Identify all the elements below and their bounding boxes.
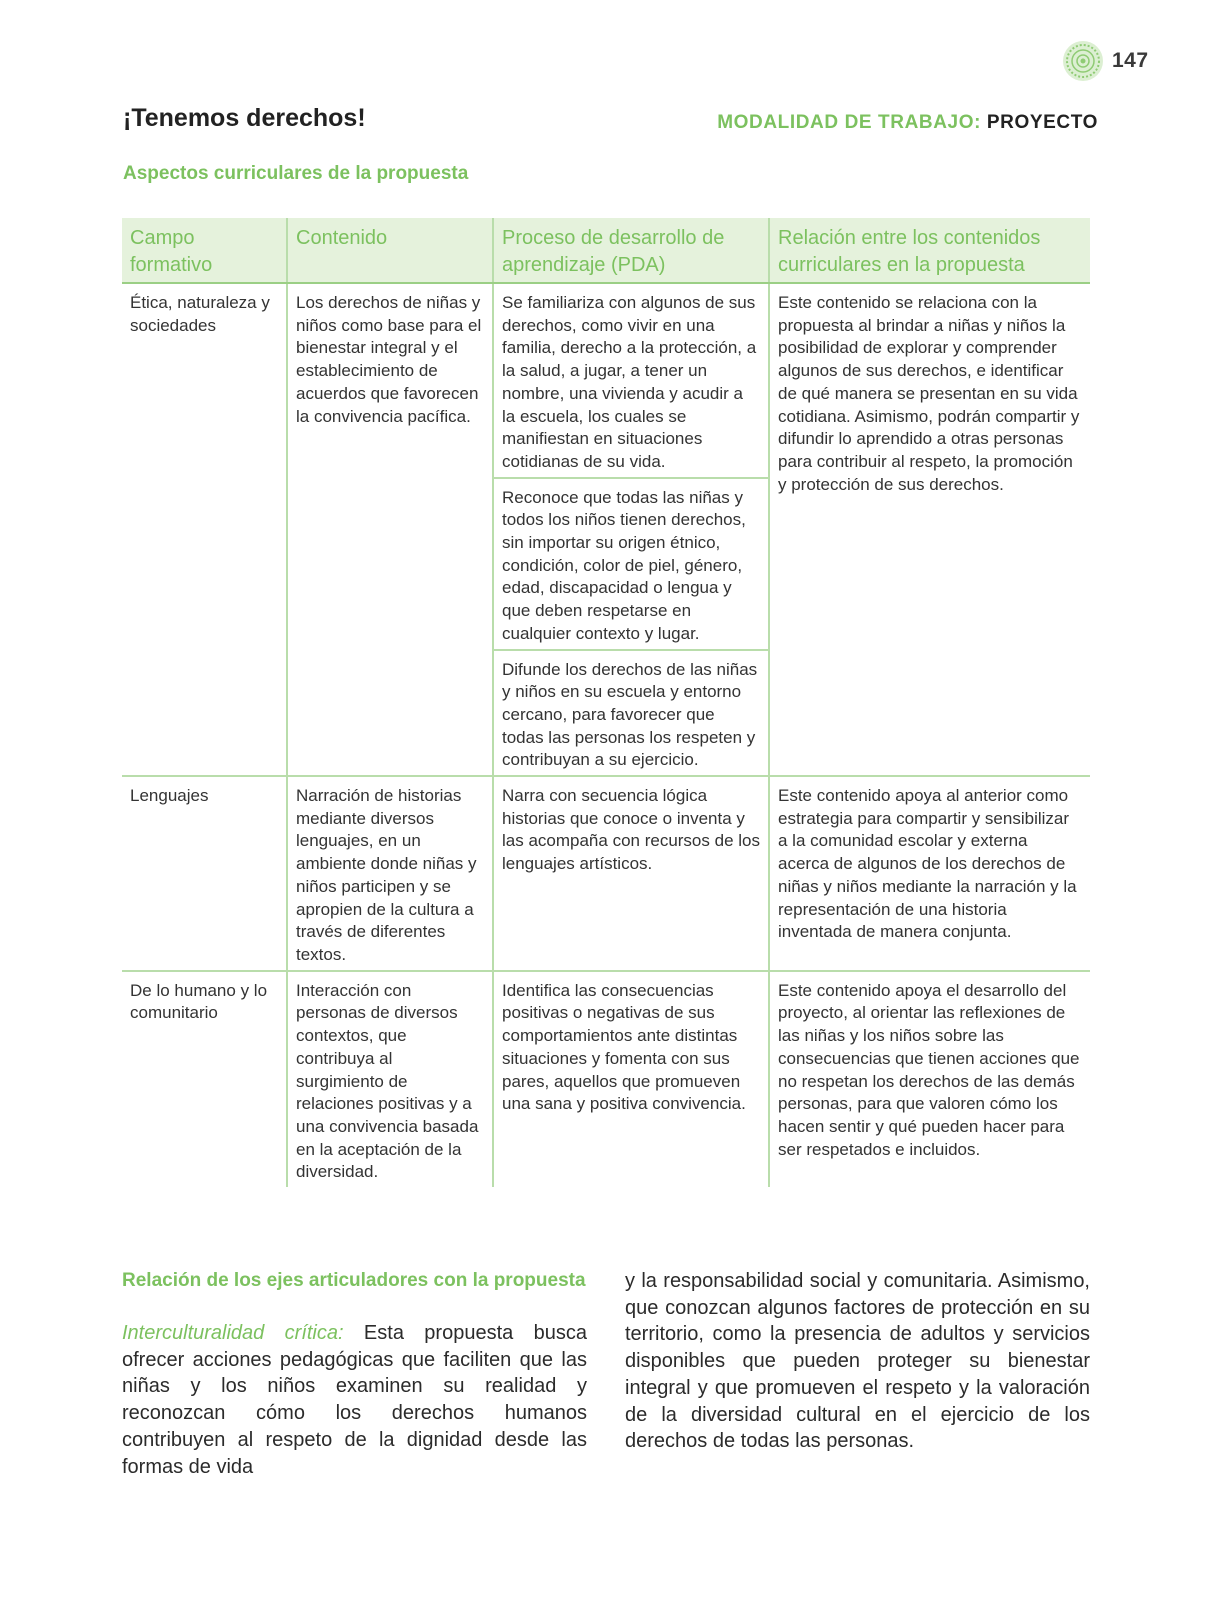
- ejes-column-left: [122, 1268, 587, 1480]
- curricular-table: [122, 218, 1090, 1187]
- page-title: ¡Tenemos derechos!: [123, 104, 366, 132]
- section-subtitle: Aspectos curriculares de la propuesta: [123, 163, 469, 184]
- cell-campo: Lenguajes: [122, 776, 287, 971]
- table-row: [122, 283, 1090, 478]
- cell-pda: Se familiariza con algunos de sus derechos, como vivir en una familia, derecho a la protección, a la salud, a jugar, a tener un nombre, una vivienda y acudir a la escuela, los cuales se manifiestan en situaciones cotidianas de su vida.: [493, 283, 769, 478]
- cell-relacion: Este contenido se relaciona con la propuesta al brindar a niñas y niños la posibilidad de explorar y comprender algunos de sus derechos, e identificar de qué manera se presentan en su vida cotidiana. Asimismo, podrán compartir y difundir lo aprendido a otras personas para contribuir al respeto, la promoción y protección de sus derechos.: [769, 283, 1090, 776]
- header-pda: Proceso de desarrollo de aprendizaje (PDA): [493, 218, 769, 283]
- table-row: [122, 776, 1090, 971]
- ejes-column-right: [625, 1268, 1090, 1480]
- ejes-paragraph: [122, 1320, 587, 1480]
- header-contenido: Contenido: [287, 218, 493, 283]
- cell-campo: Ética, naturaleza y sociedades: [130, 293, 270, 335]
- modality-value: PROYECTO: [986, 112, 1098, 133]
- modality-label: MODALIDAD DE TRABAJO:: [717, 112, 982, 133]
- ejes-section: [122, 1268, 1090, 1480]
- cell-pda: Difunde los derechos de las niñas y niños en su escuela y entorno cercano, para favorecer que todas las personas los respeten y contribuyan a su ejercicio.: [493, 650, 769, 777]
- ejes-intro-italic: Interculturalidad crítica:: [122, 1322, 344, 1344]
- cell-pda: Identifica las consecuencias positivas o negativas de sus comportamientos ante distintas situaciones y fomenta con sus pares, aquellos que promueven una sana y positiva convivencia.: [493, 971, 769, 1187]
- cell-contenido: Narración de historias mediante diversos lenguajes, en un ambiente donde niñas y niños participen y se apropien de la cultura a través de diferentes textos.: [287, 776, 493, 971]
- ejes-title: Relación de los ejes articuladores con la propuesta: [122, 1270, 586, 1291]
- cell-campo: De lo humano y lo comunitario: [122, 971, 287, 1187]
- cell-contenido: Los derechos de niñas y niños como base para el bienestar integral y el establecimiento de acuerdos que favorecen la convivencia pacífica.: [287, 283, 493, 776]
- ejes-text-part1: Esta propuesta busca ofrecer acciones pedagógicas que faciliten que las niñas y los niños examinen su realidad y reconozcan cómo los derechos humanos contribuyen al respeto de la dignidad desde las formas de vida: [122, 1322, 587, 1478]
- table-header-row: [122, 218, 1090, 283]
- sun-medallion-icon: [1062, 40, 1104, 82]
- table-row: [122, 971, 1090, 1187]
- work-modality: [717, 112, 1098, 134]
- cell-relacion: Este contenido apoya el desarrollo del proyecto, al orientar las reflexiones de las niñas y los niños sobre las consecuencias que tienen acciones que no respetan los derechos de las demás personas, para que valoren cómo los hacen sentir y qué pueden hacer para ser respetados e incluidos.: [769, 971, 1090, 1187]
- cell-contenido: Interacción con personas de diversos contextos, que contribuya al surgimiento de relaciones positivas y a una convivencia basada en la aceptación de la diversidad.: [287, 971, 493, 1187]
- cell-pda: Narra con secuencia lógica historias que conoce o inventa y las acompaña con recursos de los lenguajes artísticos.: [493, 776, 769, 971]
- page-number: 147: [1112, 49, 1149, 72]
- header-campo: Campo formativo: [122, 218, 287, 283]
- cell-relacion: Este contenido apoya al anterior como estrategia para compartir y sensibilizar a la comunidad escolar y externa acerca de algunos de los derechos de niñas y niños mediante la narración y la representación de una historia inventada de manera conjunta.: [769, 776, 1090, 971]
- page-number-group: [1062, 40, 1149, 82]
- ejes-text-part2: y la responsabilidad social y comunitaria. Asimismo, que conozcan algunos factores de protección en su territorio, como la presencia de adultos y servicios disponibles que pueden proteger su bienestar integral y que promueven el respeto y la valoración de la diversidad cultural en el ejercicio de los derechos de todas las personas.: [625, 1270, 1090, 1453]
- header-relacion: Relación entre los contenidos curriculares en la propuesta: [769, 218, 1090, 283]
- cell-pda: Reconoce que todas las niñas y todos los niños tienen derechos, sin importar su origen étnico, condición, color de piel, género, edad, discapacidad o lengua y que deben respetarse en cualquier contexto y lugar.: [493, 478, 769, 650]
